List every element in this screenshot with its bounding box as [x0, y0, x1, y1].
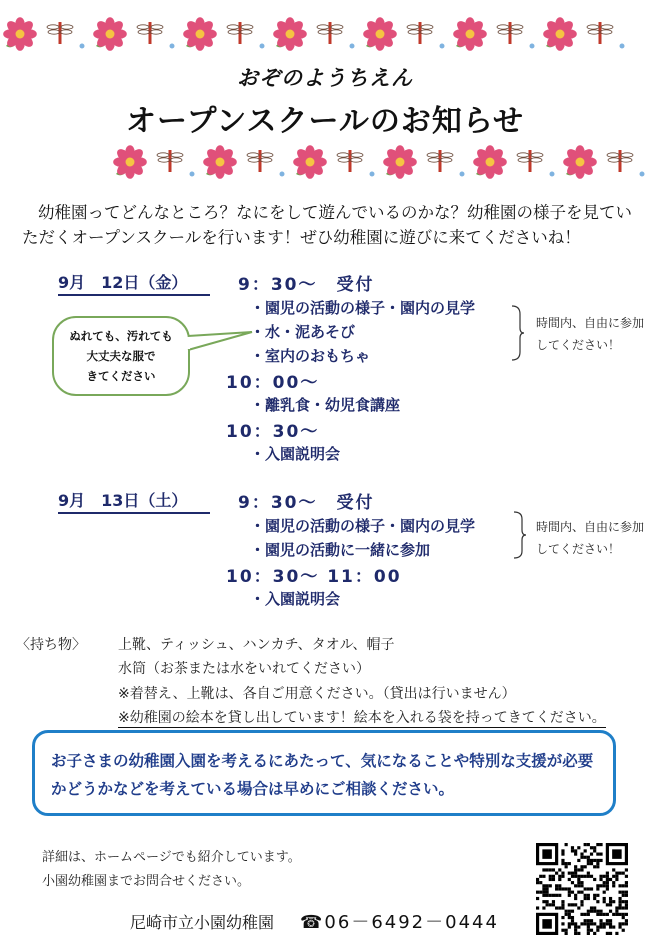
dragonfly-icon [407, 22, 433, 44]
flower-icon [383, 145, 417, 179]
flower-icon [183, 17, 217, 51]
side-note-day1 [536, 312, 644, 356]
dragonfly-icon [607, 150, 633, 172]
dot-icon [620, 44, 625, 49]
dragonfly-icon [157, 150, 183, 172]
date-day2: 9月 13日（土） [58, 488, 210, 514]
flower-icon [473, 145, 507, 179]
dot-icon [530, 44, 535, 49]
qr-code-icon[interactable] [536, 843, 628, 935]
side-note-day2 [536, 516, 644, 560]
dragonfly-icon [227, 22, 253, 44]
organization-name: 尼崎市立小園幼稚園 [130, 913, 275, 932]
speech-bubble [52, 316, 190, 396]
phone-number: ☎06－6492－0444 [300, 912, 499, 933]
item-day2-3: ・入園説明会 [250, 590, 341, 608]
flower-icon [543, 17, 577, 51]
intro-text: 幼稚園ってどんなところ？なにをして遊んでいるのかな？幼稚園の様子を見ていただくオープンスクールを行います！ぜひ幼稚園に遊びに来てくださいね！ [22, 203, 632, 247]
kindergarten-name: おぞのようちえん [237, 66, 413, 90]
flower-icon [93, 17, 127, 51]
side-note-day2-line2: してください！ [536, 542, 621, 556]
item-day2-1: ・園児の活動の様子・園内の見学 [250, 517, 476, 535]
dot-icon [370, 172, 375, 177]
time-day2-1: 9：30～ 受付 [238, 493, 375, 513]
flower-border-top [0, 12, 650, 56]
side-note-day2-line1: 時間内、自由に参加 [536, 520, 645, 534]
flower-icon [293, 145, 327, 179]
belongings-label: 〈持ち物〉 [16, 637, 86, 653]
time-day2-2: 10：30～ 11：00 [226, 567, 402, 587]
dragonfly-icon [517, 150, 543, 172]
dragonfly-icon [337, 150, 363, 172]
flower-icon [3, 17, 37, 51]
time-day1-3: 10：30～ [226, 422, 320, 442]
dot-icon [80, 44, 85, 49]
time-day1-1: 9：30～ 受付 [238, 275, 375, 295]
time-day1-2: 10：00～ [226, 373, 320, 393]
item-day1-4: ・離乳食・幼児食講座 [250, 396, 401, 414]
dot-icon [350, 44, 355, 49]
item-day1-3: ・室内のおもちゃ [250, 347, 371, 365]
flower-icon [453, 17, 487, 51]
dragonfly-icon [317, 22, 343, 44]
page-title: オープンスクールのお知らせ [126, 104, 524, 139]
consultation-notice: お子さまの幼稚園入園を考えるにあたって、気になることや特別な支援が必要かどうかなどを考えている場合は早めにご相談ください。 [32, 730, 616, 816]
dragonfly-icon [247, 150, 273, 172]
bubble-tail [186, 328, 256, 358]
flower-icon [273, 17, 307, 51]
item-day2-2: ・園児の活動に一緒に参加 [250, 541, 431, 559]
bracket-day2 [512, 510, 526, 560]
flower-icon [113, 145, 147, 179]
dot-icon [280, 172, 285, 177]
belongings-line-1: 上靴、ティッシュ、ハンカチ、タオル、帽子 [118, 637, 395, 653]
dot-icon [640, 172, 645, 177]
belongings-line-4: ※幼稚園の絵本を貸し出しています！絵本を入れる袋を持ってきてください。 [118, 707, 606, 728]
dragonfly-icon [47, 22, 73, 44]
belongings-line-2: 水筒（お茶または水をいれてください） [118, 661, 370, 677]
item-day1-5: ・入園説明会 [250, 445, 341, 463]
footer-line-1: 詳細は、ホームページでも紹介しています。 [42, 850, 301, 865]
side-note-day1-line2: してください！ [536, 338, 621, 352]
belongings-line-3: ※着替え、上靴は、各自ご用意ください。（貸出は行いません） [118, 686, 516, 702]
item-day1-1: ・園児の活動の様子・園内の見学 [250, 299, 476, 317]
flower-border-bottom [0, 140, 650, 184]
dragonfly-icon [427, 150, 453, 172]
flower-icon [363, 17, 397, 51]
dragonfly-icon [497, 22, 523, 44]
flower-icon [563, 145, 597, 179]
flower-icon [203, 145, 237, 179]
dot-icon [170, 44, 175, 49]
dragonfly-icon [137, 22, 163, 44]
dragonfly-icon [587, 22, 613, 44]
date-day1: 9月 12日（金） [58, 270, 210, 296]
footer-line-2: 小園幼稚園までお問合せください。 [42, 874, 251, 889]
dot-icon [260, 44, 265, 49]
bubble-line-2: 大丈夫な服で [86, 349, 156, 363]
dot-icon [440, 44, 445, 49]
dot-icon [550, 172, 555, 177]
dot-icon [460, 172, 465, 177]
side-note-day1-line1: 時間内、自由に参加 [536, 316, 645, 330]
item-day1-2: ・水・泥あそび [250, 323, 356, 341]
bubble-line-3: きてください [86, 369, 156, 383]
dot-icon [190, 172, 195, 177]
bubble-line-1: ぬれても、汚れても [69, 329, 173, 343]
bracket-day1 [510, 304, 524, 362]
